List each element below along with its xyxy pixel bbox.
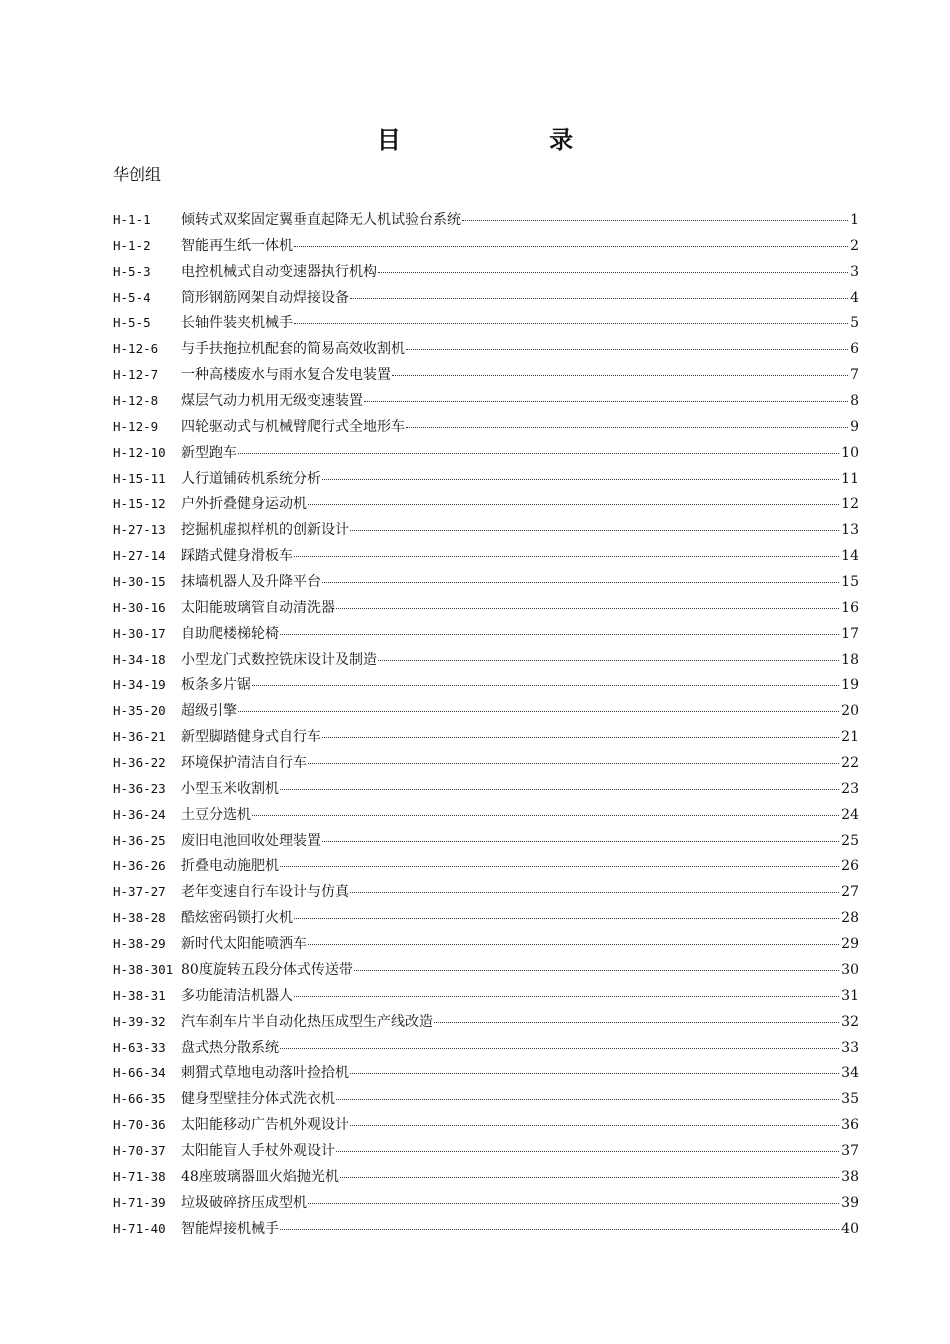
dot-leader (308, 944, 839, 945)
dot-leader (308, 1203, 839, 1204)
toc-entry-code: H-38-301 (113, 961, 174, 977)
dot-leader (308, 763, 839, 764)
dot-leader (336, 1151, 839, 1152)
toc-entry-code: H-37-27 (113, 884, 166, 900)
toc-entry-code: H-30-15 (113, 574, 166, 590)
toc-entry-title: 小型玉米收割机 (181, 780, 279, 797)
toc-entry-title: 筒形钢筋网架自动焊接设备 (181, 289, 349, 306)
toc-entry-code: H-36-21 (113, 729, 166, 745)
toc-entry-title: 汽车刹车片半自动化热压成型生产线改造 (181, 1013, 433, 1030)
toc-entry[interactable] (113, 623, 859, 649)
toc-entry-code: H-12-7 (113, 367, 159, 383)
toc-entry-page-number: 26 (841, 858, 859, 875)
toc-entry-title: 新时代太阳能喷洒车 (181, 936, 307, 953)
toc-entry-page-number: 30 (841, 961, 859, 978)
table-of-contents (113, 209, 859, 1243)
toc-entry-page-number: 33 (841, 1039, 859, 1056)
toc-entry-title: 健身型壁挂分体式洗衣机 (181, 1091, 335, 1108)
dot-leader (294, 246, 848, 247)
dot-leader (434, 1022, 839, 1023)
toc-entry-page-number: 31 (841, 987, 859, 1004)
dot-leader (378, 660, 839, 661)
dot-leader (336, 1099, 839, 1100)
dot-leader (354, 970, 839, 971)
toc-entry-page-number: 32 (841, 1013, 859, 1030)
dot-leader (252, 815, 839, 816)
toc-entry-code: H-63-33 (113, 1039, 166, 1055)
toc-entry-code: H-36-24 (113, 806, 166, 822)
toc-entry[interactable] (113, 1218, 859, 1244)
toc-entry[interactable] (113, 855, 859, 881)
dot-leader (350, 530, 839, 531)
toc-entry[interactable] (113, 1037, 859, 1063)
toc-entry-page-number: 18 (841, 651, 859, 668)
toc-entry-code: H-12-8 (113, 393, 159, 409)
toc-entry[interactable] (113, 545, 859, 571)
dot-leader (294, 556, 839, 557)
dot-leader (322, 479, 839, 480)
toc-entry-code: H-71-39 (113, 1194, 166, 1210)
toc-entry-page-number: 8 (850, 393, 859, 410)
toc-entry-code: H-5-3 (113, 263, 151, 279)
toc-entry-title: 新型跑车 (181, 444, 237, 461)
toc-entry[interactable] (113, 933, 859, 959)
toc-entry[interactable] (113, 752, 859, 778)
toc-entry-title: 刺猬式草地电动落叶捡拾机 (181, 1065, 349, 1082)
toc-entry-page-number: 10 (841, 444, 859, 461)
toc-entry-page-number: 35 (841, 1091, 859, 1108)
toc-entry-title: 自助爬楼梯轮椅 (181, 625, 279, 642)
dot-leader (378, 272, 848, 273)
toc-entry[interactable] (113, 312, 859, 338)
toc-entry-title: 户外折叠健身运动机 (181, 496, 307, 513)
toc-entry-page-number: 36 (841, 1117, 859, 1134)
toc-entry-title: 土豆分选机 (181, 806, 251, 823)
toc-entry-title: 多功能清洁机器人 (181, 987, 293, 1004)
toc-entry[interactable] (113, 493, 859, 519)
toc-entry[interactable] (113, 804, 859, 830)
toc-entry-code: H-1-2 (113, 237, 151, 253)
toc-entry-page-number: 9 (850, 418, 859, 435)
dot-leader (350, 892, 839, 893)
toc-entry-code: H-36-26 (113, 858, 166, 874)
toc-entry[interactable] (113, 1114, 859, 1140)
dot-leader (392, 375, 848, 376)
dot-leader (350, 298, 848, 299)
toc-entry-page-number: 15 (841, 574, 859, 591)
toc-entry[interactable] (113, 1192, 859, 1218)
toc-entry[interactable] (113, 830, 859, 856)
toc-entry-code: H-5-5 (113, 315, 151, 331)
toc-entry[interactable] (113, 907, 859, 933)
dot-leader (322, 737, 839, 738)
toc-entry[interactable] (113, 390, 859, 416)
toc-entry-title: 小型龙门式数控铣床设计及制造 (181, 651, 377, 668)
dot-leader (322, 841, 839, 842)
dot-leader (238, 453, 839, 454)
toc-entry-title: 废旧电池回收处理装置 (181, 832, 321, 849)
dot-leader (322, 582, 839, 583)
toc-entry-page-number: 14 (841, 548, 859, 565)
page-title: 目 录 (376, 126, 644, 154)
toc-entry-title: 板条多片锯 (181, 677, 251, 694)
group-heading: 华创组 (113, 165, 162, 184)
dot-leader (294, 323, 848, 324)
toc-entry[interactable] (113, 235, 859, 261)
toc-entry-title: 垃圾破碎挤压成型机 (181, 1194, 307, 1211)
toc-entry-page-number: 28 (841, 910, 859, 927)
toc-entry-code: H-71-40 (113, 1220, 166, 1236)
toc-entry[interactable] (113, 338, 859, 364)
toc-entry-code: H-36-23 (113, 780, 166, 796)
toc-entry-title: 太阳能移动广告机外观设计 (181, 1117, 349, 1134)
toc-entry-code: H-35-20 (113, 703, 166, 719)
toc-entry-page-number: 1 (850, 212, 859, 228)
toc-entry[interactable] (113, 985, 859, 1011)
dot-leader (350, 1125, 839, 1126)
toc-entry-page-number: 39 (841, 1194, 859, 1211)
toc-entry-code: H-38-28 (113, 910, 166, 926)
toc-entry-page-number: 3 (850, 263, 859, 280)
toc-entry[interactable] (113, 1011, 859, 1037)
toc-entry-code: H-12-9 (113, 418, 159, 434)
toc-entry-page-number: 17 (841, 625, 859, 642)
toc-entry-code: H-15-12 (113, 496, 166, 512)
toc-entry-page-number: 37 (841, 1142, 859, 1159)
toc-entry-page-number: 5 (850, 315, 859, 332)
toc-entry[interactable] (113, 1166, 859, 1192)
toc-entry-page-number: 24 (841, 806, 859, 823)
toc-entry[interactable] (113, 959, 859, 985)
toc-entry-title: 长轴件装夹机械手 (181, 315, 293, 332)
toc-entry-title: 太阳能玻璃管自动清洗器 (181, 599, 335, 616)
toc-entry-title: 四轮驱动式与机械臂爬行式全地形车 (181, 418, 405, 435)
toc-entry-title: 新型脚踏健身式自行车 (181, 729, 321, 746)
toc-entry-page-number: 27 (841, 884, 859, 901)
toc-entry-code: H-12-6 (113, 341, 159, 357)
toc-entry-code: H-34-18 (113, 651, 166, 667)
toc-entry-page-number: 29 (841, 936, 859, 953)
toc-entry-code: H-30-17 (113, 625, 166, 641)
toc-entry-page-number: 40 (841, 1220, 859, 1237)
toc-entry-code: H-27-13 (113, 522, 166, 538)
toc-entry-code: H-30-16 (113, 599, 166, 615)
toc-entry-code: H-39-32 (113, 1013, 166, 1029)
dot-leader (294, 996, 839, 997)
dot-leader (294, 918, 839, 919)
toc-entry[interactable] (113, 519, 859, 545)
toc-entry[interactable] (113, 442, 859, 468)
toc-entry-page-number: 34 (841, 1065, 859, 1082)
toc-entry[interactable] (113, 597, 859, 623)
toc-entry-title: 环境保护清洁自行车 (181, 755, 307, 772)
dot-leader (280, 1048, 839, 1049)
toc-entry-title: 老年变速自行车设计与仿真 (181, 884, 349, 901)
dot-leader (350, 1073, 839, 1074)
toc-entry-code: H-34-19 (113, 677, 166, 693)
dot-leader (406, 427, 848, 428)
toc-entry-page-number: 21 (841, 729, 859, 746)
toc-entry[interactable] (113, 881, 859, 907)
toc-entry-page-number: 23 (841, 780, 859, 797)
toc-entry[interactable] (113, 649, 859, 675)
toc-entry[interactable] (113, 364, 859, 390)
dot-leader (238, 711, 839, 712)
toc-entry-code: H-36-22 (113, 755, 166, 771)
toc-entry[interactable] (113, 209, 859, 235)
toc-entry-title: 超级引擎 (181, 703, 237, 720)
toc-entry-code: H-70-36 (113, 1117, 166, 1133)
toc-entry-title: 折叠电动施肥机 (181, 858, 279, 875)
toc-entry-title: 挖掘机虚拟样机的创新设计 (181, 522, 349, 539)
toc-entry-code: H-12-10 (113, 444, 166, 460)
toc-entry-code: H-27-14 (113, 548, 166, 564)
toc-entry-title: 倾转式双桨固定翼垂直起降无人机试验台系统 (181, 212, 461, 228)
toc-entry-title: 盘式热分散系统 (181, 1039, 279, 1056)
toc-entry-title: 太阳能盲人手杖外观设计 (181, 1142, 335, 1159)
toc-entry-title: 电控机械式自动变速器执行机构 (181, 263, 377, 280)
toc-entry[interactable] (113, 778, 859, 804)
toc-entry-page-number: 7 (850, 367, 859, 384)
toc-entry-code: H-36-25 (113, 832, 166, 848)
toc-entry[interactable] (113, 261, 859, 287)
toc-entry-code: H-1-1 (113, 212, 151, 227)
toc-entry[interactable] (113, 674, 859, 700)
toc-entry[interactable] (113, 700, 859, 726)
toc-entry-title: 一种高楼废水与雨水复合发电装置 (181, 367, 391, 384)
dot-leader (462, 220, 848, 221)
dot-leader (280, 789, 839, 790)
toc-entry-code: H-5-4 (113, 289, 151, 305)
toc-entry-page-number: 38 (841, 1168, 859, 1185)
toc-entry-title: 抹墙机器人及升降平台 (181, 574, 321, 591)
toc-entry-title: 与手扶拖拉机配套的简易高效收割机 (181, 341, 405, 358)
toc-entry-page-number: 6 (850, 341, 859, 358)
dot-leader (406, 349, 848, 350)
toc-entry-title: 80度旋转五段分体式传送带 (181, 961, 353, 978)
toc-entry-title: 酷炫密码锁打火机 (181, 910, 293, 927)
toc-entry[interactable] (113, 287, 859, 313)
toc-entry-title: 人行道铺砖机系统分析 (181, 470, 321, 487)
toc-entry[interactable] (113, 571, 859, 597)
toc-entry[interactable] (113, 726, 859, 752)
toc-entry-page-number: 19 (841, 677, 859, 694)
toc-entry-code: H-38-29 (113, 936, 166, 952)
toc-entry-page-number: 12 (841, 496, 859, 513)
dot-leader (280, 866, 839, 867)
toc-entry[interactable] (113, 416, 859, 442)
toc-entry[interactable] (113, 1088, 859, 1114)
toc-entry-page-number: 25 (841, 832, 859, 849)
toc-entry-code: H-38-31 (113, 987, 166, 1003)
toc-entry-page-number: 13 (841, 522, 859, 539)
toc-entry-title: 智能焊接机械手 (181, 1220, 279, 1237)
toc-entry-page-number: 4 (850, 289, 859, 306)
dot-leader (336, 608, 839, 609)
toc-entry[interactable] (113, 1140, 859, 1166)
dot-leader (364, 401, 848, 402)
toc-entry-page-number: 11 (841, 470, 859, 487)
toc-entry-code: H-66-35 (113, 1091, 166, 1107)
dot-leader (280, 1229, 839, 1230)
toc-entry-title: 煤层气动力机用无级变速装置 (181, 393, 363, 410)
toc-entry-title: 48座玻璃器皿火焰抛光机 (181, 1168, 339, 1185)
dot-leader (252, 685, 839, 686)
dot-leader (308, 504, 839, 505)
toc-entry-title: 踩踏式健身滑板车 (181, 548, 293, 565)
toc-entry-code: H-66-34 (113, 1065, 166, 1081)
toc-entry[interactable] (113, 468, 859, 494)
toc-entry-title: 智能再生纸一体机 (181, 237, 293, 254)
toc-entry-code: H-71-38 (113, 1168, 166, 1184)
toc-entry-code: H-70-37 (113, 1142, 166, 1158)
toc-entry-code: H-15-11 (113, 470, 166, 486)
toc-entry-page-number: 16 (841, 599, 859, 616)
toc-entry-page-number: 20 (841, 703, 859, 720)
toc-entry-page-number: 22 (841, 755, 859, 772)
dot-leader (340, 1177, 839, 1178)
toc-entry-page-number: 2 (850, 237, 859, 254)
toc-entry[interactable] (113, 1062, 859, 1088)
dot-leader (280, 634, 839, 635)
